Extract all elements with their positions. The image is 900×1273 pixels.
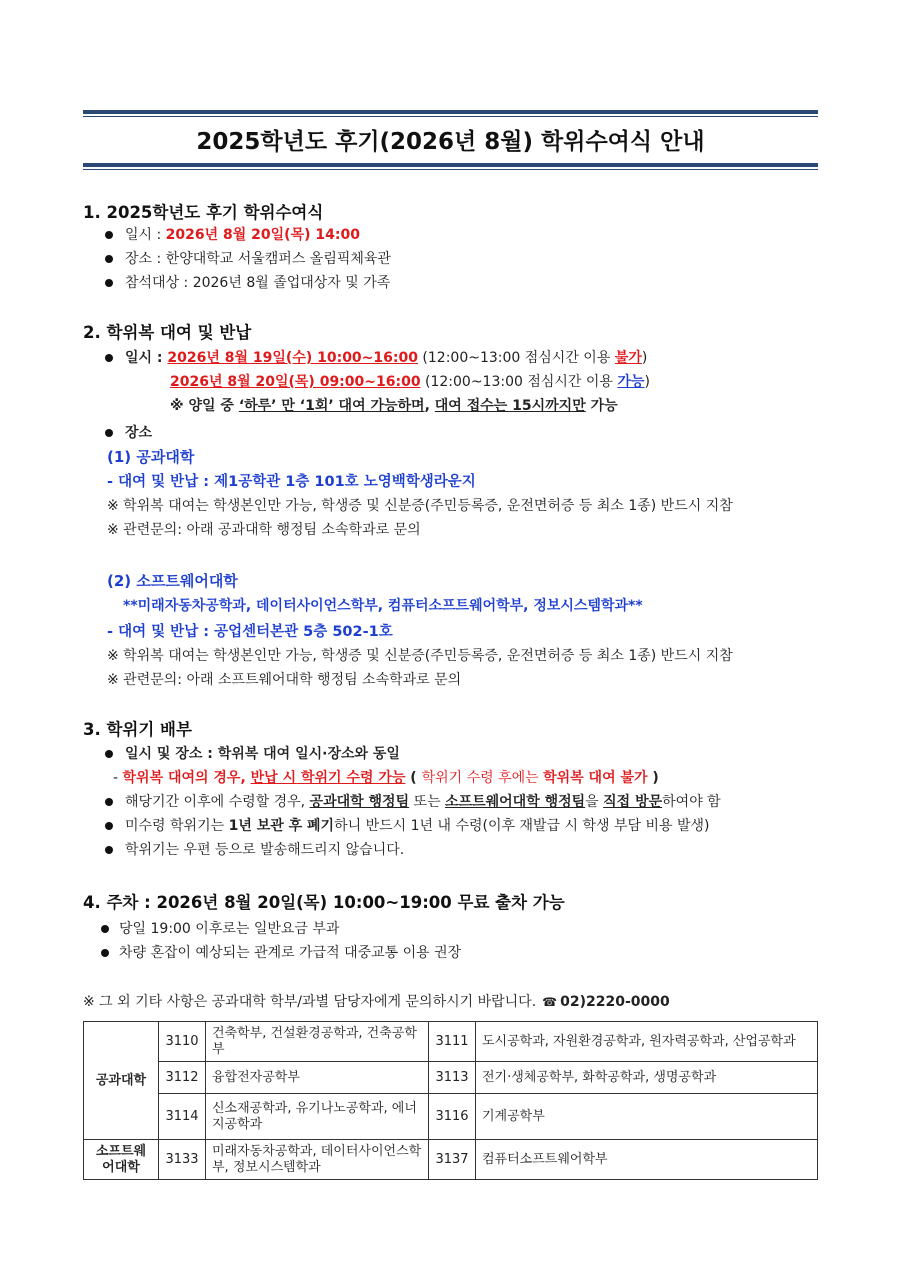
s3-bullet-2 xyxy=(125,793,721,811)
sw-note-2: ※ 관련문의: 아래 소프트웨어대학 행정팀 소속학과로 문의 xyxy=(107,672,462,688)
rent-case: 학위복 대여의 경우, xyxy=(122,770,251,786)
ext-number: 3116 xyxy=(429,1094,476,1140)
section-2-heading: 2. 학위복 대여 및 반납 xyxy=(83,323,252,342)
dept-cell: 미래자동차공학과, 데이터사이언스학부, 정보시스템학과 xyxy=(206,1140,429,1180)
sw-admin-team: 소프트웨어대학 행정팀 xyxy=(445,794,586,810)
bullet-icon xyxy=(105,354,113,362)
s1-place: 장소 : 한양대학교 서울캠퍼스 올림픽체육관 xyxy=(125,251,391,267)
visit-in-person: 직접 방문 xyxy=(603,794,663,810)
b2-or: 또는 xyxy=(409,794,446,810)
note-end: 가능 xyxy=(585,398,618,414)
ext-number: 3112 xyxy=(159,1062,206,1094)
bullet-icon xyxy=(105,798,113,806)
note-deadline: 대여 접수는 15시까지만 xyxy=(434,398,586,414)
s3-bullet-4: 학위기는 우편 등으로 발송해드리지 않습니다. xyxy=(125,842,405,858)
close-paren: ) xyxy=(647,770,659,786)
bullet-icon xyxy=(101,925,109,933)
rent-unavailable: 학위복 대여 불가 xyxy=(543,770,648,786)
s2-place-label: 장소 xyxy=(125,425,153,441)
dept-cell: 도시공학과, 자원환경공학과, 원자력공학과, 산업공학과 xyxy=(476,1022,818,1062)
open-paren: ( xyxy=(405,770,422,786)
s3-bullet-1-sub xyxy=(113,769,659,787)
contact-table xyxy=(83,1021,818,1180)
s2-date-2-status: 가능 xyxy=(617,374,645,390)
footer-note-line xyxy=(83,993,670,1011)
bullet-icon xyxy=(105,750,113,758)
phone-icon: ☎ xyxy=(542,995,558,1009)
s1-date xyxy=(125,226,360,244)
bullet-icon xyxy=(105,231,113,239)
s2-date-line-1 xyxy=(125,349,647,367)
dept-cell: 신소재공학과, 유기나노공학과, 에너지공학과 xyxy=(206,1094,429,1140)
eng-college-title: (1) 공과대학 xyxy=(107,448,195,466)
b3-a: 미수령 학위기는 xyxy=(125,818,229,834)
dept-cell: 기계공학부 xyxy=(476,1094,818,1140)
title-rule-top xyxy=(83,110,818,114)
s4-bullet-1: 당일 19:00 이후로는 일반요금 부과 xyxy=(119,921,340,937)
ext-number: 3133 xyxy=(159,1140,206,1180)
s2-date-2: 2026년 8월 20일(목) 09:00~16:00 xyxy=(170,374,421,390)
s1-date-value: 2026년 8월 20일(목) 14:00 xyxy=(165,227,360,243)
section-3-heading: 3. 학위기 배부 xyxy=(83,720,192,739)
sw-rent-place: - 대여 및 반납 : 공업센터본관 5층 502-1호 xyxy=(107,624,393,640)
dept-cell: 컴퓨터소프트웨어학부 xyxy=(476,1140,818,1180)
b3-c: 하니 반드시 1년 내 수령(이후 재발급 시 학생 부담 비용 발생) xyxy=(334,818,710,834)
ext-number: 3113 xyxy=(429,1062,476,1094)
bullet-icon xyxy=(101,949,109,957)
note-once: ‘하루’ 만 ‘1회’ 대여 가능하며 xyxy=(238,398,425,414)
s2-date-line-2 xyxy=(170,373,650,391)
b2-particle: 을 xyxy=(585,794,604,810)
s2-date-2-note: (12:00~13:00 점심시간 이용 xyxy=(420,374,618,390)
sw-college-title: (2) 소프트웨어대학 xyxy=(107,572,238,590)
s3-bullet-3 xyxy=(125,817,709,835)
s2-date-label: 일시 : xyxy=(125,350,168,366)
s2-date-1: 2026년 8월 19일(수) 10:00~16:00 xyxy=(167,350,418,366)
note-prefix: ※ 양일 중 xyxy=(170,398,239,414)
section-1-heading: 1. 2025학년도 후기 학위수여식 xyxy=(83,203,324,222)
b2-end: 하여야 함 xyxy=(662,794,721,810)
footer-note: ※ 그 외 기타 사항은 공과대학 학부/과별 담당자에게 문의하시기 바랍니다. xyxy=(83,994,537,1010)
close-paren: ) xyxy=(644,374,650,390)
ext-number: 3111 xyxy=(429,1022,476,1062)
bullet-icon xyxy=(105,255,113,263)
title-rule-top-thin xyxy=(83,116,818,117)
table-row xyxy=(84,1140,818,1180)
eng-college-cell: 공과대학 xyxy=(84,1022,159,1140)
diploma-receivable: 학위기 수령 가능 xyxy=(296,770,406,786)
b2-a: 해당기간 이후에 수령할 경우, xyxy=(125,794,310,810)
dept-cell: 융합전자공학부 xyxy=(206,1062,429,1094)
dept-cell: 전기·생체공학부, 화학공학과, 생명공학과 xyxy=(476,1062,818,1094)
on-return: 반납 시 xyxy=(250,770,297,786)
eng-note-1: ※ 학위복 대여는 학생본인만 가능, 학생증 및 신분증(주민등록증, 운전면허증 등 최소 1종) 반드시 지참 xyxy=(107,498,733,514)
title-block xyxy=(83,110,818,170)
page-title: 2025학년도 후기(2026년 8월) 학위수여식 안내 xyxy=(196,129,705,155)
dash: - xyxy=(113,770,123,786)
after-receipt: 학위기 수령 후에는 xyxy=(421,770,544,786)
title-rule-bottom-thin xyxy=(83,169,818,170)
s2-date-1-note: (12:00~13:00 점심시간 이용 xyxy=(417,350,615,366)
section-4-heading: 4. 주차 : 2026년 8월 20일(목) 10:00~19:00 무료 출차 가능 xyxy=(83,893,565,912)
discard-after-year: 1년 보관 후 폐기 xyxy=(228,818,335,834)
table-row xyxy=(84,1062,818,1094)
bullet-icon xyxy=(105,279,113,287)
sw-note-1: ※ 학위복 대여는 학생본인만 가능, 학생증 및 신분증(주민등록증, 운전면허증 등 최소 1종) 반드시 지참 xyxy=(107,648,733,664)
s1-attend: 참석대상 : 2026년 8월 졸업대상자 및 가족 xyxy=(125,275,391,291)
sw-college-cell: 소프트웨어대학 xyxy=(84,1140,159,1180)
bullet-icon xyxy=(105,846,113,854)
ext-number: 3137 xyxy=(429,1140,476,1180)
note-comma: , xyxy=(424,398,435,414)
close-paren: ) xyxy=(641,350,648,366)
s4-bullet-2: 차량 혼잡이 예상되는 관계로 가급적 대중교통 이용 권장 xyxy=(119,945,462,961)
ext-number: 3114 xyxy=(159,1094,206,1140)
eng-admin-team: 공과대학 행정팀 xyxy=(309,794,410,810)
bullet-icon xyxy=(105,822,113,830)
sw-depts: **미래자동차공학과, 데이터사이언스학부, 컴퓨터소프트웨어학부, 정보시스템학과** xyxy=(123,598,643,614)
s2-rental-note xyxy=(170,397,618,415)
s2-date-1-status: 불가 xyxy=(614,350,642,366)
eng-note-2: ※ 관련문의: 아래 공과대학 행정팀 소속학과로 문의 xyxy=(107,522,421,538)
s3-bullet-1: 일시 및 장소 : 학위복 대여 일시·장소와 동일 xyxy=(125,746,400,762)
title-rule-bottom xyxy=(83,163,818,167)
eng-rent-place: - 대여 및 반납 : 제1공학관 1층 101호 노영백학생라운지 xyxy=(107,474,476,490)
bullet-icon xyxy=(105,429,113,437)
phone-number: 02)2220-0000 xyxy=(560,994,670,1010)
dept-cell: 건축학부, 건설환경공학과, 건축공학부 xyxy=(206,1022,429,1062)
table-row xyxy=(84,1022,818,1062)
table-row xyxy=(84,1094,818,1140)
ext-number: 3110 xyxy=(159,1022,206,1062)
s1-date-label: 일시 : xyxy=(125,227,166,243)
